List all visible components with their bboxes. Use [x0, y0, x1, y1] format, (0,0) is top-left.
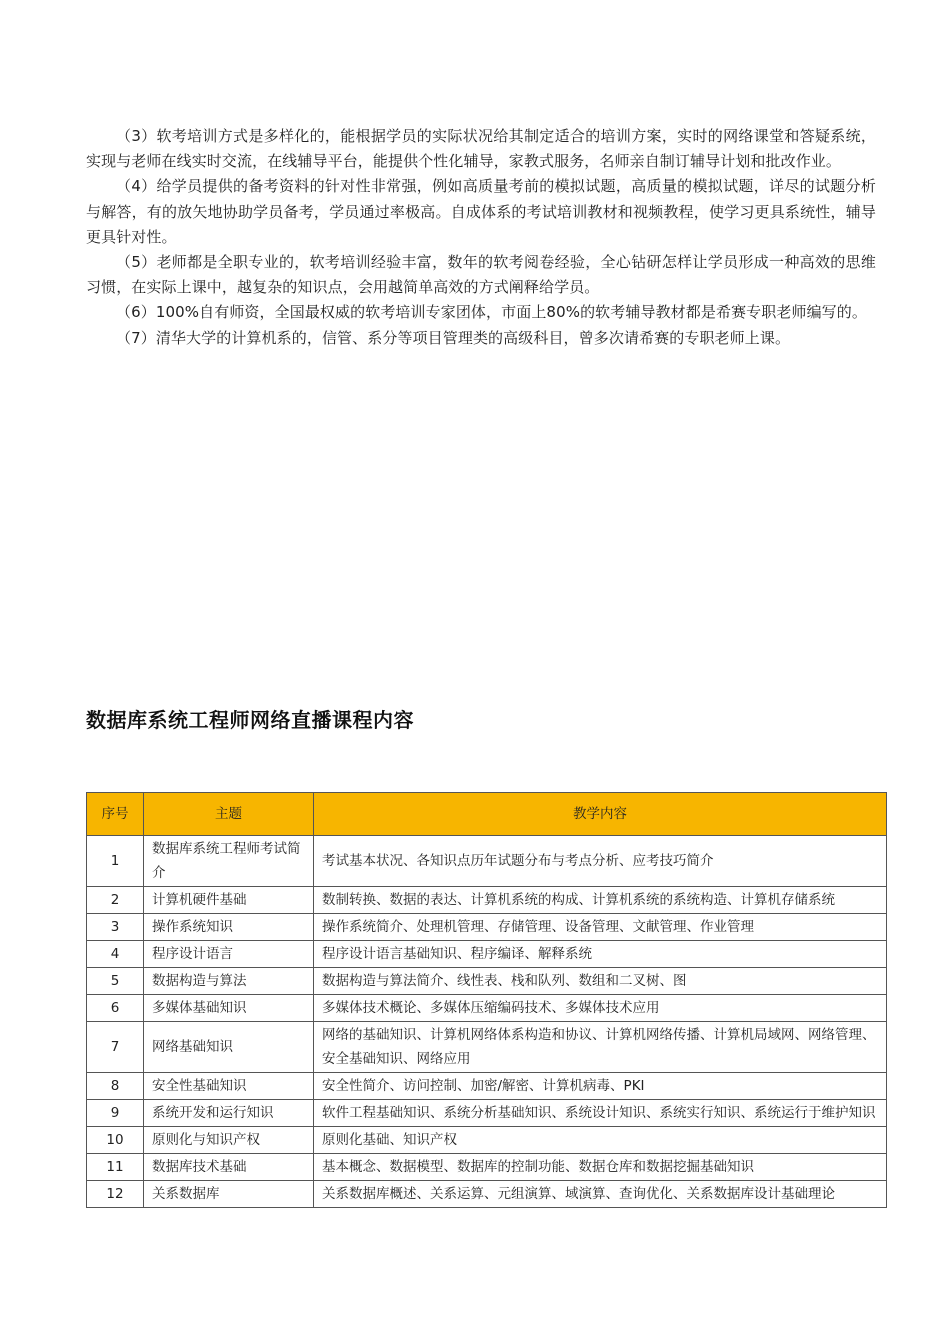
section-heading: 数据库系统工程师网络直播课程内容: [86, 708, 414, 732]
row-num: 3: [87, 914, 144, 941]
table-header-row: [87, 793, 887, 836]
table-row: [87, 968, 887, 995]
row-content: 基本概念、数据模型、数据库的控制功能、数据仓库和数据挖掘基础知识: [314, 1154, 887, 1181]
table-row: [87, 887, 887, 914]
intro-paragraphs: [86, 124, 876, 351]
row-num: 9: [87, 1100, 144, 1127]
row-content: 原则化基础、知识产权: [314, 1127, 887, 1154]
row-topic: 多媒体基础知识: [144, 995, 314, 1022]
table-row: [87, 941, 887, 968]
row-content: 数制转换、数据的表达、计算机系统的构成、计算机系统的系统构造、计算机存储系统: [314, 887, 887, 914]
row-num: 8: [87, 1073, 144, 1100]
table-row: [87, 1022, 887, 1073]
row-content: 安全性简介、访问控制、加密/解密、计算机病毒、PKI: [314, 1073, 887, 1100]
table-row: [87, 1100, 887, 1127]
row-num: 2: [87, 887, 144, 914]
row-topic: 原则化与知识产权: [144, 1127, 314, 1154]
row-num: 7: [87, 1022, 144, 1073]
header-num: 序号: [87, 793, 144, 836]
table-row: [87, 1181, 887, 1208]
table-row: [87, 836, 887, 887]
paragraph-5: （5）老师都是全职专业的，软考培训经验丰富，数年的软考阅卷经验，全心钻研怎样让学员形成一种高效的思维习惯，在实际上课中，越复杂的知识点，会用越简单高效的方式阐释给学员。: [86, 253, 876, 297]
row-num: 5: [87, 968, 144, 995]
row-topic: 数据库技术基础: [144, 1154, 314, 1181]
row-topic: 安全性基础知识: [144, 1073, 314, 1100]
row-topic: 计算机硬件基础: [144, 887, 314, 914]
course-table: [86, 792, 887, 1208]
row-num: 12: [87, 1181, 144, 1208]
table-row: [87, 914, 887, 941]
row-topic: 关系数据库: [144, 1181, 314, 1208]
table-row: [87, 1127, 887, 1154]
row-num: 1: [87, 836, 144, 887]
row-content: 程序设计语言基础知识、程序编译、解释系统: [314, 941, 887, 968]
row-topic: 数据构造与算法: [144, 968, 314, 995]
row-num: 6: [87, 995, 144, 1022]
paragraph-3: （3）软考培训方式是多样化的，能根据学员的实际状况给其制定适合的培训方案，实时的网络课堂和答疑系统，实现与老师在线实时交流，在线辅导平台，能提供个性化辅导，家教式服务，名师亲自制订辅导计划和批改作业。: [86, 127, 876, 171]
table-row: [87, 995, 887, 1022]
row-topic: 网络基础知识: [144, 1022, 314, 1073]
row-topic: 程序设计语言: [144, 941, 314, 968]
row-content: 关系数据库概述、关系运算、元组演算、域演算、查询优化、关系数据库设计基础理论: [314, 1181, 887, 1208]
paragraph-7: （7）清华大学的计算机系的，信管、系分等项目管理类的高级科目，曾多次请希赛的专职老师上课。: [116, 328, 791, 347]
paragraph-4: （4）给学员提供的备考资料的针对性非常强，例如高质量考前的模拟试题，高质量的模拟试题，详尽的试题分析与解答，有的放矢地协助学员备考，学员通过率极高。自成体系的考试培训教材和视频教程，使学习更具系统性，辅导更具针对性。: [86, 177, 876, 246]
paragraph-6: （6）100%自有师资，全国最权威的软考培训专家团体，市面上80%的软考辅导教材都是希赛专职老师编写的。: [116, 303, 867, 322]
row-num: 10: [87, 1127, 144, 1154]
row-topic: 操作系统知识: [144, 914, 314, 941]
row-num: 11: [87, 1154, 144, 1181]
row-content: 操作系统简介、处理机管理、存储管理、设备管理、文献管理、作业管理: [314, 914, 887, 941]
row-topic: 系统开发和运行知识: [144, 1100, 314, 1127]
header-topic: 主题: [144, 793, 314, 836]
row-topic: 数据库系统工程师考试简介: [144, 836, 314, 887]
header-content: 教学内容: [314, 793, 887, 836]
row-num: 4: [87, 941, 144, 968]
row-content: 软件工程基础知识、系统分析基础知识、系统设计知识、系统实行知识、系统运行于维护知识: [314, 1100, 887, 1127]
row-content: 网络的基础知识、计算机网络体系构造和协议、计算机网络传播、计算机局域网、网络管理、安全基础知识、网络应用: [314, 1022, 887, 1073]
table-row: [87, 1154, 887, 1181]
row-content: 多媒体技术概论、多媒体压缩编码技术、多媒体技术应用: [314, 995, 887, 1022]
table-row: [87, 1073, 887, 1100]
row-content: 数据构造与算法简介、线性表、栈和队列、数组和二叉树、图: [314, 968, 887, 995]
row-content: 考试基本状况、各知识点历年试题分布与考点分析、应考技巧简介: [314, 836, 887, 887]
